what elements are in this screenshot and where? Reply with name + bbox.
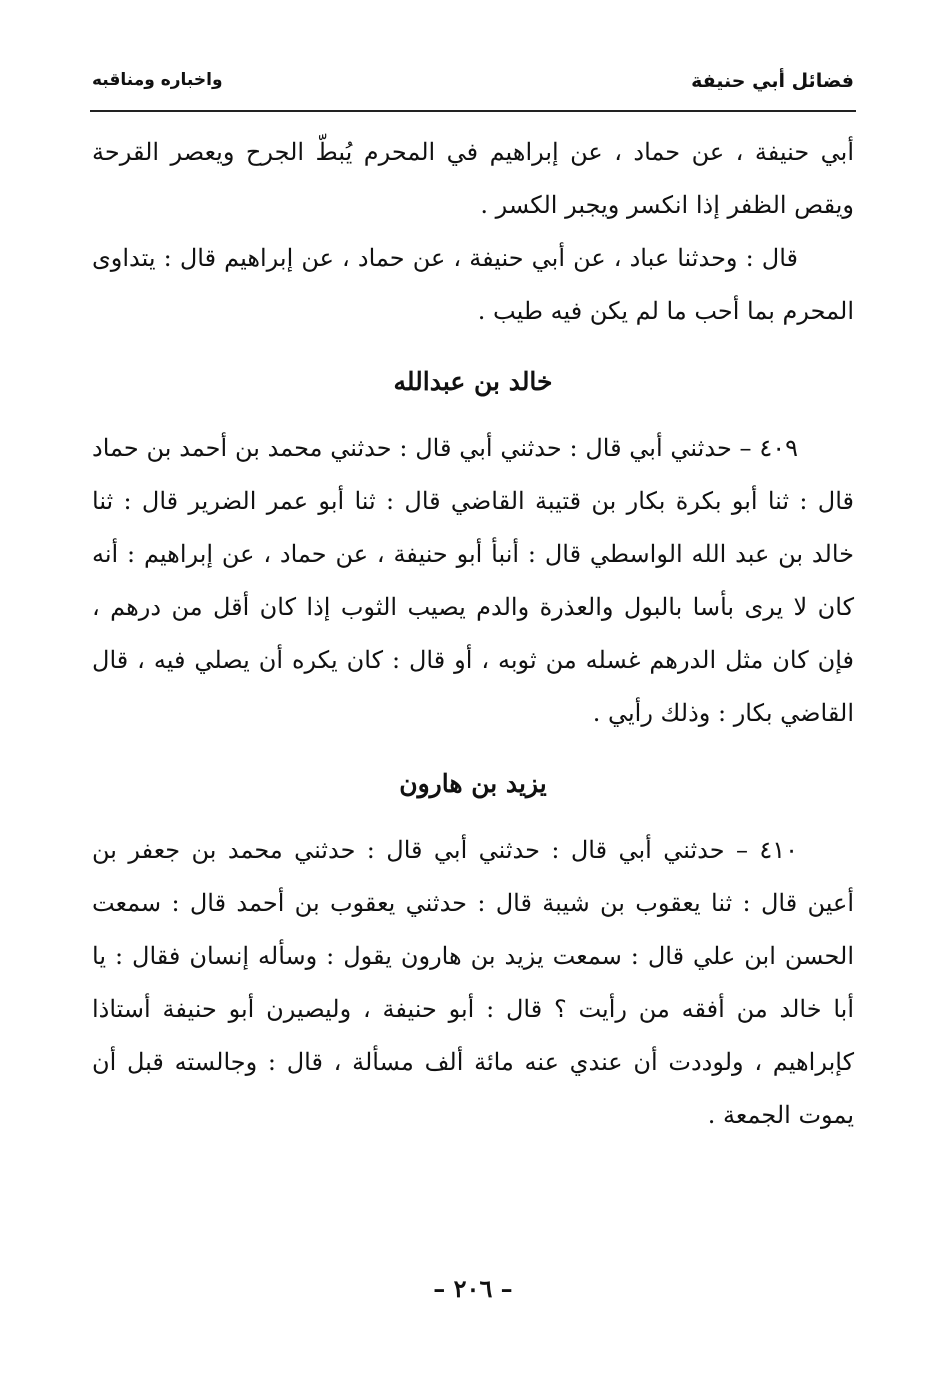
page-number: – ٢٠٦ – bbox=[433, 1274, 513, 1303]
header-book-subtitle: واخباره ومناقبه bbox=[92, 70, 223, 90]
section-title-khalid: خالد بن عبدالله bbox=[393, 367, 553, 396]
running-header bbox=[92, 70, 854, 104]
paragraph-narration: قال : وحدثنا عباد ، عن أبي حنيفة ، عن حماد ، عن إبراهيم قال : يتداوى المحرم بما أحب ما لم يكن فيه طيب . bbox=[92, 244, 854, 325]
header-book-title: فضائل أبي حنيفة bbox=[691, 70, 854, 92]
paragraph-hadith-409: ٤٠٩ – حدثني أبي قال : حدثني أبي قال : حدثني محمد بن أحمد بن حماد قال : ثنا أبو بكرة بكار بن قتيبة القاضي قال : ثنا أبو عمر الضرير قال : ثنا خالد بن عبد الله الواسطي قال : أنبأ أبو حنيفة ، عن حماد ، عن إبراهيم : أنه كان لا يرى بأسا بالبول والعذرة والدم يصيب الثوب إذا كان أقل من درهم ، فإن كان مثل الدرهم غسله من ثوبه ، أو قال : كان يكره أن يصلي فيه ، قال القاضي بكار : وذلك رأيي . bbox=[92, 434, 855, 727]
header-divider bbox=[90, 110, 856, 112]
paragraph-continuation: أبي حنيفة ، عن حماد ، عن إبراهيم في المحرم يُبطّ الجرح ويعصر القرحة ويقص الظفر إذا انكسر ويجبر الكسر . bbox=[92, 138, 855, 219]
section-title-yazid: يزيد بن هارون bbox=[399, 769, 547, 798]
page-body bbox=[92, 126, 854, 1142]
paragraph-hadith-410: ٤١٠ – حدثني أبي قال : حدثني أبي قال : حدثني محمد بن جعفر بن أعين قال : ثنا يعقوب بن شيبة قال : حدثني يعقوب بن أحمد قال : سمعت الحسن ابن علي قال : سمعت يزيد بن هارون يقول : وسأله إنسان فقال : يا أبا خالد من أفقه من رأيت ؟ قال : أبو حنيفة ، وليصيرن أبو حنيفة أستاذا كإبراهيم ، ولوددت أن عندي عنه مائة ألف مسألة ، قال : وجالسته قبل أن يموت الجمعة . bbox=[92, 836, 855, 1129]
